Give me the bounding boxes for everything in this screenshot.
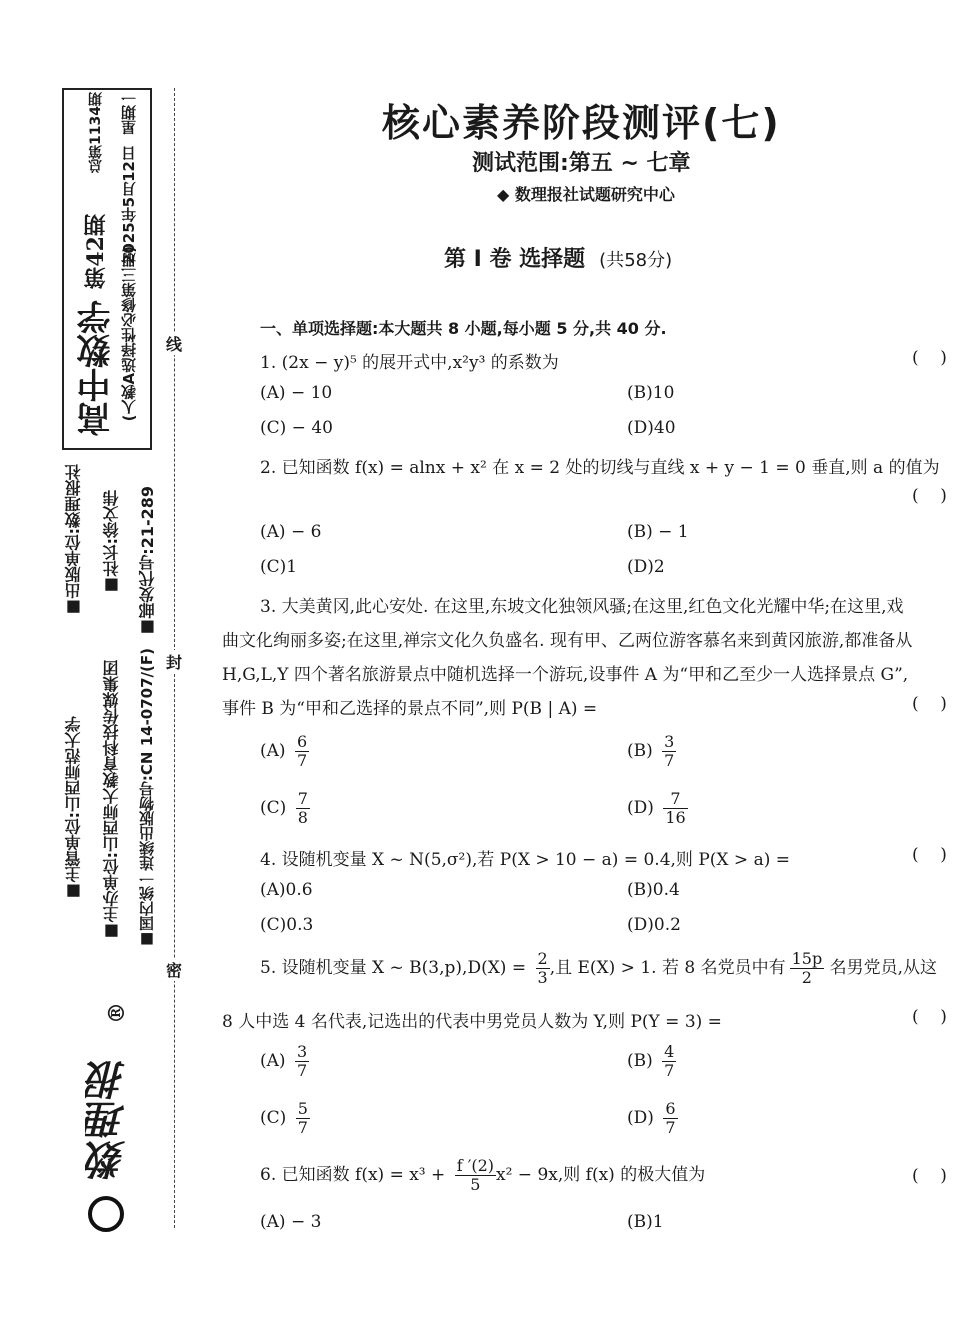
- cn-number: ■国内统一连续出版物号:CN 14-0707/(F): [138, 648, 156, 950]
- issue-date: 2025年5月12日: [120, 146, 138, 265]
- q3-option-b-fraction: $\frac{3}{7}$: [664, 732, 675, 770]
- cut-label-secret: 密: [166, 958, 182, 981]
- section-name: 第 Ⅰ 卷 选择题: [444, 247, 586, 272]
- question-3-line-2: 曲文化绚丽多姿;在这里,禅宗文化久负盛名. 现有甲、乙两位游客慕名来到黄冈旅游,都准备从: [222, 631, 913, 651]
- q4-option-d: (D)0.2: [627, 915, 681, 935]
- issue-number: 第42期: [83, 214, 109, 289]
- q5-option-b-label: (B): [627, 1051, 653, 1071]
- q2-option-c: (C)1: [260, 557, 298, 577]
- logo-registered-mark: ®: [104, 1002, 130, 1024]
- q5-option-c-fraction: $\frac{5}{7}$: [297, 1099, 308, 1137]
- q3-option-c: [260, 790, 310, 827]
- q5-option-c-label: (C): [260, 1108, 287, 1128]
- sponsor: ■主办单位:山西师大教育科技传媒集团: [102, 660, 121, 942]
- q3-option-a: [260, 733, 309, 770]
- question-3-line-4: 事件 B 为“甲和乙选择的景点不同”,则 P(B | A) =: [222, 699, 598, 719]
- q1-option-a: (A) − 10: [260, 383, 333, 403]
- postal-code: ■邮发代号:21-289: [138, 486, 157, 638]
- publisher: ■出版单位:数理报社: [64, 464, 83, 618]
- q5-option-b-fraction: $\frac{4}{7}$: [664, 1042, 675, 1080]
- question-2-stem: 2. 已知函数 f(x) = alnx + x² 在 x = 2 处的切线与直线 x + y − 1 = 0 垂直,则 a 的值为: [260, 458, 940, 478]
- answer-bracket-6: ( ): [912, 1166, 947, 1186]
- q2-option-d: (D)2: [627, 557, 665, 577]
- q3-option-a-fraction: $\frac{6}{7}$: [296, 732, 308, 770]
- question-5-line-1: 5. 设随机变量 X ~ B(3,p),D(X) = $\frac{2}{3}$ ,且 E(X) > 1. 若 8 名党员中有 $\frac{15p}{2}$ 名男党员,从这: [260, 949, 937, 987]
- exam-scope: 测试范围:第五 ~ 七章: [472, 151, 691, 176]
- q1-option-c: (C) − 40: [260, 418, 333, 438]
- question-1-stem: 1. (2x − y)⁵ 的展开式中,x²y³ 的系数为: [260, 353, 559, 373]
- answer-bracket-5: ( ): [912, 1007, 947, 1027]
- paper-edition: (人教A选择性必修第三册): [120, 246, 138, 422]
- question-6-stem: 6. 已知函数 f(x) = x³ + $\frac{f '(2)}{5}$ x² − 9x,则 f(x) 的极大值为: [260, 1156, 706, 1194]
- answer-bracket-3: ( ): [912, 694, 947, 714]
- q1-option-b: (B)10: [627, 383, 675, 403]
- logo-text: 数理报: [85, 1060, 132, 1180]
- q6-coefficient-fraction: $\frac{f '(2)}{5}$: [456, 1156, 494, 1194]
- q3-option-b-label: (B): [627, 741, 653, 761]
- cut-label-seal: 封: [166, 650, 182, 673]
- q3-option-c-label: (C): [260, 798, 287, 818]
- q5-option-c: [260, 1100, 310, 1137]
- total-issue: 总第1134期: [88, 92, 104, 173]
- q5-option-d-fraction: $\frac{6}{7}$: [665, 1099, 676, 1137]
- q5-option-a-label: (A): [260, 1051, 286, 1071]
- q4-option-b: (B)0.4: [627, 880, 680, 900]
- logo-icon: [88, 1196, 124, 1232]
- q3-option-a-label: (A): [260, 741, 286, 761]
- q5-option-d: [627, 1100, 678, 1137]
- q2-option-a: (A) − 6: [260, 522, 322, 542]
- supervisor: ■主管单位:山西师范大学: [64, 716, 83, 902]
- question-3-line-1: 3. 大美黄冈,此心安处. 在这里,东坡文化独领风骚;在这里,红色文化光耀中华;在这里,戏: [260, 597, 904, 617]
- q3-option-c-fraction: $\frac{7}{8}$: [297, 789, 308, 827]
- q4-option-c: (C)0.3: [260, 915, 314, 935]
- q3-option-d-fraction: $\frac{7}{16}$: [665, 789, 686, 827]
- answer-bracket-1: ( ): [912, 348, 947, 368]
- q1-option-d: (D)40: [627, 418, 676, 438]
- masthead-strip: [0, 0, 183, 1321]
- cut-label-line: 线: [166, 332, 182, 355]
- q2-option-b: (B) − 1: [627, 522, 689, 542]
- q3-option-d-label: (D): [627, 798, 654, 818]
- q3-option-b: [627, 733, 676, 770]
- q4-option-a: (A)0.6: [260, 880, 313, 900]
- paper-title: 高中数学: [77, 300, 117, 436]
- q5-option-d-label: (D): [627, 1108, 654, 1128]
- q5-count-fraction: $\frac{15p}{2}$: [791, 949, 823, 987]
- issue-weekday: 星期一: [120, 90, 138, 135]
- question-3-line-3: H,G,L,Y 四个著名旅游景点中随机选择一个游玩,设事件 A 为“甲和乙至少一人选择景点 G”,: [222, 665, 909, 685]
- question-5-line-2: 8 人中选 4 名代表,记选出的代表中男党员人数为 Y,则 P(Y = 3) =: [222, 1012, 722, 1032]
- q5-option-a: [260, 1043, 309, 1080]
- question-4-stem: 4. 设随机变量 X ~ N(5,σ²),若 P(X > 10 − a) = 0.4,则 P(X > a) =: [260, 850, 790, 870]
- q5-option-b: [627, 1043, 676, 1080]
- exam-source: ◆ 数理报社试题研究中心: [497, 185, 675, 204]
- answer-bracket-4: ( ): [912, 845, 947, 865]
- part-heading: 一、单项选择题:本大题共 8 小题,每小题 5 分,共 40 分.: [260, 319, 667, 338]
- answer-bracket-2: ( ): [912, 486, 947, 506]
- q5-variance-fraction: $\frac{2}{3}$: [537, 949, 548, 987]
- q6-option-a: (A) − 3: [260, 1212, 322, 1232]
- director: ■社长:徐文伟: [102, 490, 121, 596]
- exam-title: 核心素养阶段测评(七): [382, 101, 781, 145]
- q3-option-d: [627, 790, 688, 827]
- q6-option-b: (B)1: [627, 1212, 664, 1232]
- section-title: [444, 242, 672, 273]
- section-points: (共58分): [599, 250, 673, 271]
- q5-option-a-fraction: $\frac{3}{7}$: [296, 1042, 308, 1080]
